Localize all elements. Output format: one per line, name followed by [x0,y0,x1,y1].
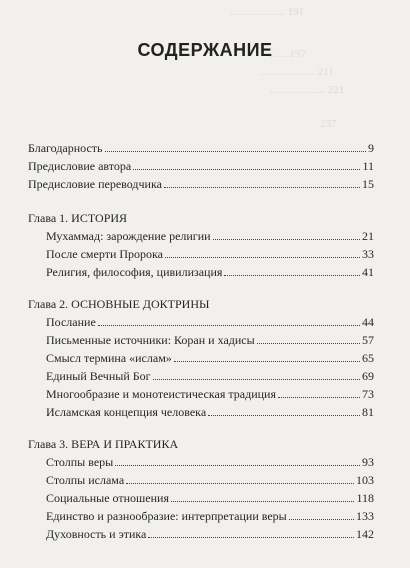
toc-entry[interactable] [28,404,374,422]
toc-entry[interactable] [28,526,374,544]
toc-entry-page: 118 [356,491,374,505]
toc-entry-title: Многообразие и монотеистическая традиция [46,387,276,401]
toc-entry-title: Единый Вечный Бог [46,369,151,383]
toc-entry-author-preface[interactable] [28,158,374,176]
leader-dots [165,257,360,258]
toc-entry-title: Духовность и этика [46,527,147,541]
chapter-heading-2[interactable]: Глава 2. ОСНОВНЫЕ ДОКТРИНЫ [28,297,210,311]
toc-entry-title: Социальные отношения [46,491,169,505]
toc-entry-page: 44 [362,315,374,329]
toc-entry-acknowledgements[interactable] [28,140,374,158]
leader-dots [289,519,354,520]
toc-entry-page: 41 [362,265,374,279]
leader-dots [278,397,360,398]
toc-entry-page: 133 [356,509,374,523]
toc-entry-title: После смерти Пророка [46,247,163,261]
toc-entry[interactable] [28,472,374,490]
leader-dots [98,325,360,326]
toc-entry-page: 65 [362,351,374,365]
leader-dots [208,415,360,416]
leader-dots [213,239,360,240]
toc-entry-title: Письменные источники: Коран и хадисы [46,333,255,347]
toc-entry-title: Предисловие автора [28,159,132,173]
leader-dots [174,361,360,362]
toc-entry[interactable] [28,228,374,246]
leader-dots [257,343,360,344]
leader-dots [164,187,360,188]
toc-entry-title: Благодарность [28,141,103,155]
toc-entry[interactable] [28,350,374,368]
toc-entry-page: 9 [368,141,374,155]
toc-entry-page: 81 [362,405,374,419]
chapter-heading-1[interactable]: Глава 1. ИСТОРИЯ [28,211,128,225]
toc-entry-page: 103 [356,473,374,487]
leader-dots [224,275,360,276]
toc-entry-page: 15 [362,177,374,191]
toc-entry-page: 73 [362,387,374,401]
toc-entry-title: Смысл термина «ислам» [46,351,172,365]
toc-entry-page: 33 [362,247,374,261]
toc-entry-page: 69 [362,369,374,383]
toc-entry[interactable] [28,314,374,332]
toc-entry-page: 93 [362,455,374,469]
toc-entry-title: Единство и разнообразие: интерпретации веры [46,509,287,523]
leader-dots [105,151,366,152]
toc-entry-title: Религия, философия, цивилизация [46,265,223,279]
toc-entry-translator-preface[interactable] [28,176,374,194]
toc-entry[interactable] [28,508,374,526]
toc-entry[interactable] [28,454,374,472]
toc-entry-title: Столпы ислама [46,473,125,487]
show-through-text: .................... 191 ...... 197 .................... 211 .................... 221 237 [230,6,345,130]
toc-entry-page: 21 [362,229,374,243]
toc-entry[interactable] [28,368,374,386]
leader-dots [153,379,360,380]
toc-entry-page: 142 [356,527,374,541]
toc-entry-page: 11 [362,159,374,173]
toc-entry-title: Мухаммад: зарождение религии [46,229,211,243]
toc-entry-title: Предисловие переводчика [28,177,162,191]
toc-entry-page: 57 [362,333,374,347]
leader-dots [171,501,354,502]
leader-dots [148,537,354,538]
chapter-heading-3[interactable]: Глава 3. ВЕРА И ПРАКТИКА [28,437,179,451]
leader-dots [133,169,360,170]
toc-entry-title: Исламская концепция человека [46,405,207,419]
leader-dots [126,483,354,484]
toc-entry[interactable] [28,332,374,350]
toc-entry-title: Послание [46,315,96,329]
toc-entry[interactable] [28,490,374,508]
table-of-contents [28,140,374,544]
toc-entry[interactable] [28,246,374,264]
page-title: СОДЕРЖАНИЕ [137,40,273,60]
toc-entry-title: Столпы веры [46,455,114,469]
toc-entry[interactable] [28,386,374,404]
toc-entry[interactable] [28,264,374,282]
leader-dots [115,465,360,466]
